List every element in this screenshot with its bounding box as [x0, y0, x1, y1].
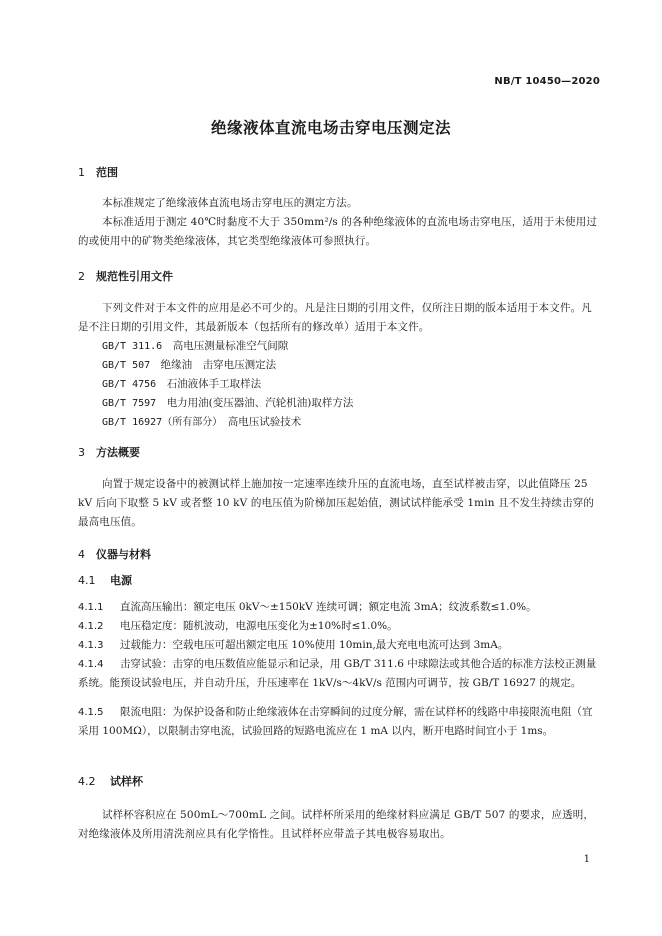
section-title: 仪器与材料	[96, 548, 151, 561]
section-1-paragraph-1: 本标准规定了绝缘液体直流电场击穿电压的测定方法。	[102, 197, 358, 209]
reference-name: 绝缘油 击穿电压测定法	[160, 359, 277, 371]
clause-number: 4.1.3	[78, 640, 104, 651]
clause-item	[78, 598, 602, 617]
reference-item	[102, 394, 353, 413]
section-3-heading	[78, 444, 140, 460]
section-number: 3	[78, 446, 85, 459]
clause-text: 直流高压输出：额定电压 0kV～±150kV 连续可调；额定电流 3mA；纹波系数≤1.0%。	[120, 601, 537, 613]
reference-code: GB/T 4756	[102, 379, 157, 390]
subsection-title: 电源	[110, 574, 132, 587]
section-4-2-heading	[78, 773, 143, 789]
reference-item	[102, 375, 261, 394]
clause-number: 4.1.5	[78, 707, 104, 718]
section-title: 范围	[96, 166, 118, 179]
clause-text: 限流电阻：为保护设备和防止绝缘液体在击穿瞬间的过度分解，需在试样杯的线路中串接限流电阻（宜采用 100MΩ），以限制击穿电流，试验回路的短路电流应在 1 mA 以内，断开电路时间宜小于 1ms。	[78, 706, 593, 737]
section-1-paragraph-2: 本标准适用于测定 40℃时黏度不大于 350mm²/s 的各种绝缘液体的直流电场击穿电压，适用于未使用过的或使用中的矿物类绝缘液体，其它类型绝缘液体可参照执行。	[78, 216, 598, 247]
reference-name: 电力用油(变压器油、汽轮机油)取样方法	[166, 397, 354, 409]
standard-number: NB/T 10450—2020	[494, 76, 600, 87]
clause-number: 4.1.1	[78, 602, 104, 613]
reference-code: GB/T 16927（所有部分）	[102, 417, 218, 428]
document-title: 绝缘液体直流电场击穿电压测定法	[210, 119, 451, 137]
clause-item	[78, 655, 602, 693]
clause-item	[78, 703, 602, 741]
section-number: 1	[78, 166, 85, 179]
reference-code: GB/T 507	[102, 360, 151, 371]
reference-item	[102, 337, 288, 356]
subsection-title: 试样杯	[110, 775, 143, 788]
section-4-2-paragraph-1: 试样杯容积应在 500mL～700mL 之间。试样杯所采用的绝缘材料应满足 GB/T 507 的要求，应透明，对绝缘液体及所用清洗剂应具有化学惰性。且试样杯应带盖子其电极容易取出。	[78, 809, 595, 840]
clause-number: 4.1.4	[78, 659, 104, 670]
reference-item	[102, 356, 276, 375]
section-4-1-heading	[78, 572, 132, 588]
clause-number: 4.1.2	[78, 621, 104, 632]
clause-text: 过载能力：空载电压可超出额定电压 10%使用 10min,最大充电电流可达到 3mA。	[120, 639, 509, 651]
reference-code: GB/T 7597	[102, 398, 157, 409]
section-4-heading	[78, 546, 151, 562]
section-1-heading	[78, 164, 118, 180]
section-number: 2	[78, 270, 85, 283]
reference-item	[102, 413, 301, 432]
section-number: 4	[78, 548, 85, 561]
section-title: 方法概要	[96, 446, 140, 459]
reference-name: 石油液体手工取样法	[166, 378, 262, 390]
section-title: 规范性引用文件	[96, 270, 173, 283]
subsection-number: 4.1	[78, 574, 96, 587]
page-number: 1	[583, 854, 590, 865]
section-2-heading	[78, 268, 173, 284]
reference-name: 高电压测量标准空气间隙	[172, 340, 289, 352]
reference-code: GB/T 311.6	[102, 341, 163, 352]
section-3-paragraph-1: 向置于规定设备中的被测试样上施加按一定速率连续升压的直流电场，直至试样被击穿，以此值降压 25 kV 后向下取整 5 kV 或者整 10 kV 的电压值为阶梯加压起始值，测试试样能承受 1min 且不发生持续击穿的最高电压值。	[78, 478, 595, 528]
clause-item	[78, 636, 602, 655]
subsection-number: 4.2	[78, 775, 96, 788]
reference-name: 高电压试验技术	[227, 416, 302, 428]
clause-item	[78, 617, 602, 636]
clause-text: 击穿试验：击穿的电压数值应能显示和记录，用 GB/T 311.6 中球隙法或其他合适的标准方法校正测量系统。能预设试验电压，并自动升压，升压速率在 1kV/s～4kV/s 范围内可调节，按 GB/T 16927 的规定。	[78, 658, 597, 689]
section-2-paragraph-1: 下列文件对于本文件的应用是必不可少的。凡是注日期的引用文件，仅所注日期的版本适用于本文件。凡是不注日期的引用文件，其最新版本（包括所有的修改单）适用于本文件。	[78, 302, 592, 333]
clause-text: 电压稳定度：随机波动，电源电压变化为±10%时≤1.0%。	[120, 620, 398, 632]
